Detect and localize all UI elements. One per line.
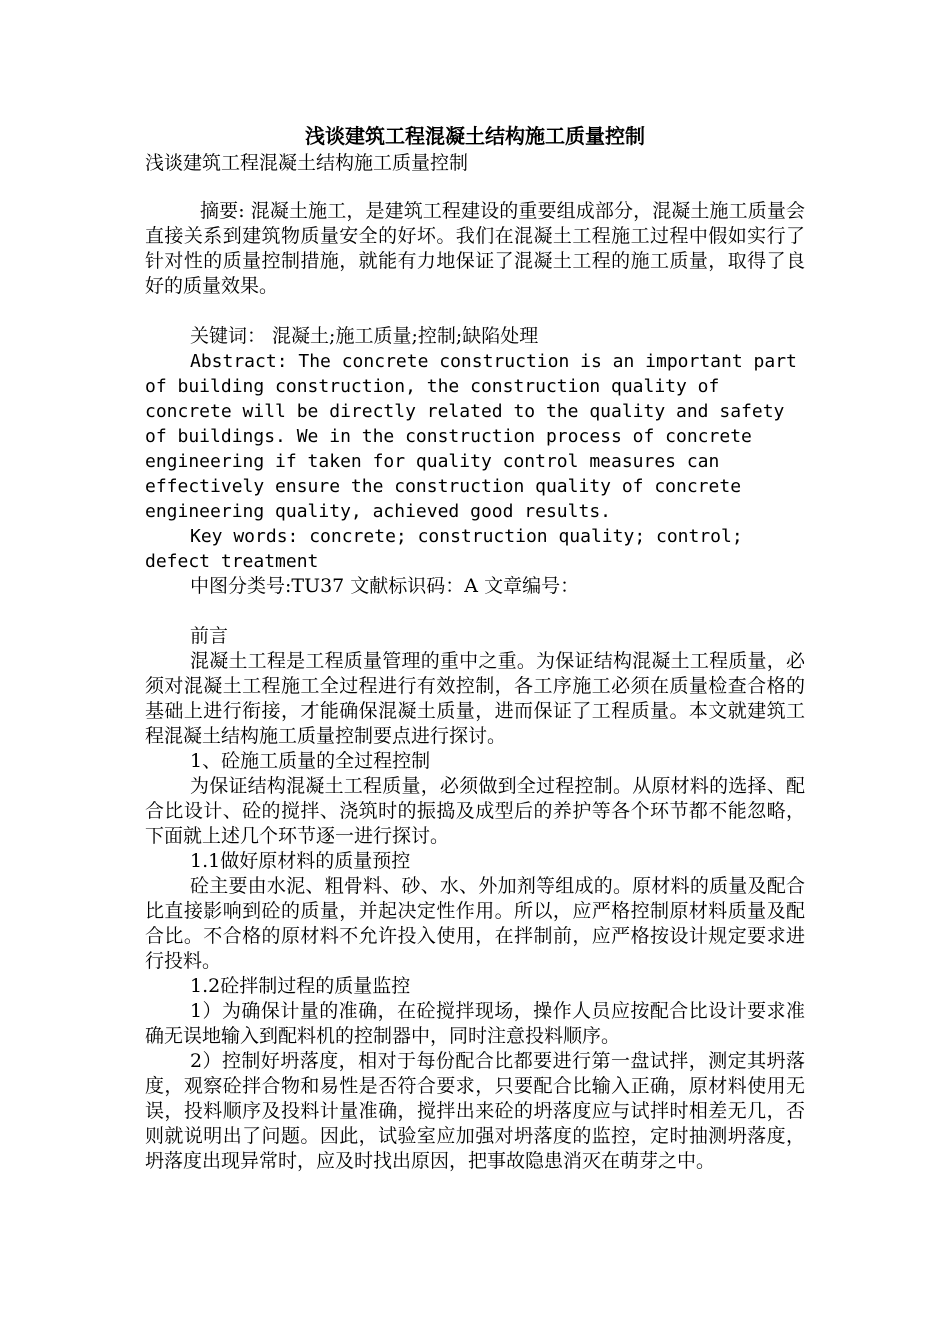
section1-2-heading: 1.2砼拌制过程的质量监控 xyxy=(190,975,411,997)
section1-2-item-1: 1）为确保计量的准确，在砼搅拌现场，操作人员应按配合比设计要求准确无误地输入到配料机的控制器中，同时注意投料顺序。 xyxy=(145,1000,805,1047)
abstract-en: Abstract: The concrete construction is an important part of building construction, the construction quality of concrete will be directly related to the quality and safety of buildings. We in the construction process of concrete engineering if taken for quality control measures can effectively ensure the construction quality of concrete engineering quality, achieved good results. xyxy=(145,351,797,522)
section1-1-heading: 1.1做好原材料的质量预控 xyxy=(190,850,411,872)
classification-line: 中图分类号:TU37 文献标识码：A 文章编号： xyxy=(190,575,580,597)
section1-1-text: 砼主要由水泥、粗骨料、砂、水、外加剂等组成的。原材料的质量及配合比直接影响到砼的质量，并起决定性作用。所以，应严格控制原材料质量及配合比。不合格的原材料不允许投入使用，在拌制前，应严格按设计规定要求进行投料。 xyxy=(145,875,805,972)
preface-heading: 前言 xyxy=(190,625,229,647)
main-body xyxy=(145,324,805,1174)
preface-text: 混凝土工程是工程质量管理的重中之重。为保证结构混凝土工程质量，必须对混凝土工程施工全过程进行有效控制，各工序施工必须在质量检查合格的基础上进行衔接，才能确保混凝土质量，进而保证了工程质量。本文就建筑工程混凝土结构施工质量控制要点进行探讨。 xyxy=(145,650,805,747)
abstract-cn-block xyxy=(145,199,805,299)
abstract-cn: 摘要: 混凝土施工，是建筑工程建设的重要组成部分，混凝土施工质量会直接关系到建筑物质量安全的好坏。我们在混凝土工程施工过程中假如实行了针对性的质量控制措施，就能有力地保证了混凝土工程的施工质量，取得了良好的质量效果。 xyxy=(145,200,805,297)
section1-heading: 1、砼施工质量的全过程控制 xyxy=(190,750,431,772)
section1-text: 为保证结构混凝土工程质量，必须做到全过程控制。从原材料的选择、配合比设计、砼的搅拌、浇筑时的振捣及成型后的养护等各个环节都不能忽略，下面就上述几个环节逐一进行探讨。 xyxy=(145,775,805,847)
document-subtitle: 浅谈建筑工程混凝土结构施工质量控制 xyxy=(145,152,469,174)
keywords-cn: 关键词： 混凝土;施工质量;控制;缺陷处理 xyxy=(190,325,539,347)
section1-2-item-2: 2）控制好坍落度，相对于每份配合比都要进行第一盘试拌，测定其坍落度，观察砼拌合物和易性是否符合要求，只要配合比输入正确，原材料使用无误，投料顺序及投料计量准确，搅拌出来砼的坍落度应与试拌时相差无几，否则就说明出了问题。因此，试验室应加强对坍落度的监控，定时抽测坍落度，坍落度出现异常时，应及时找出原因，把事故隐患消灭在萌芽之中。 xyxy=(145,1050,805,1172)
keywords-en: Key words: concrete; construction quality; control; defect treatment xyxy=(145,526,743,572)
document-title: 浅谈建筑工程混凝土结构施工质量控制 xyxy=(305,124,645,148)
